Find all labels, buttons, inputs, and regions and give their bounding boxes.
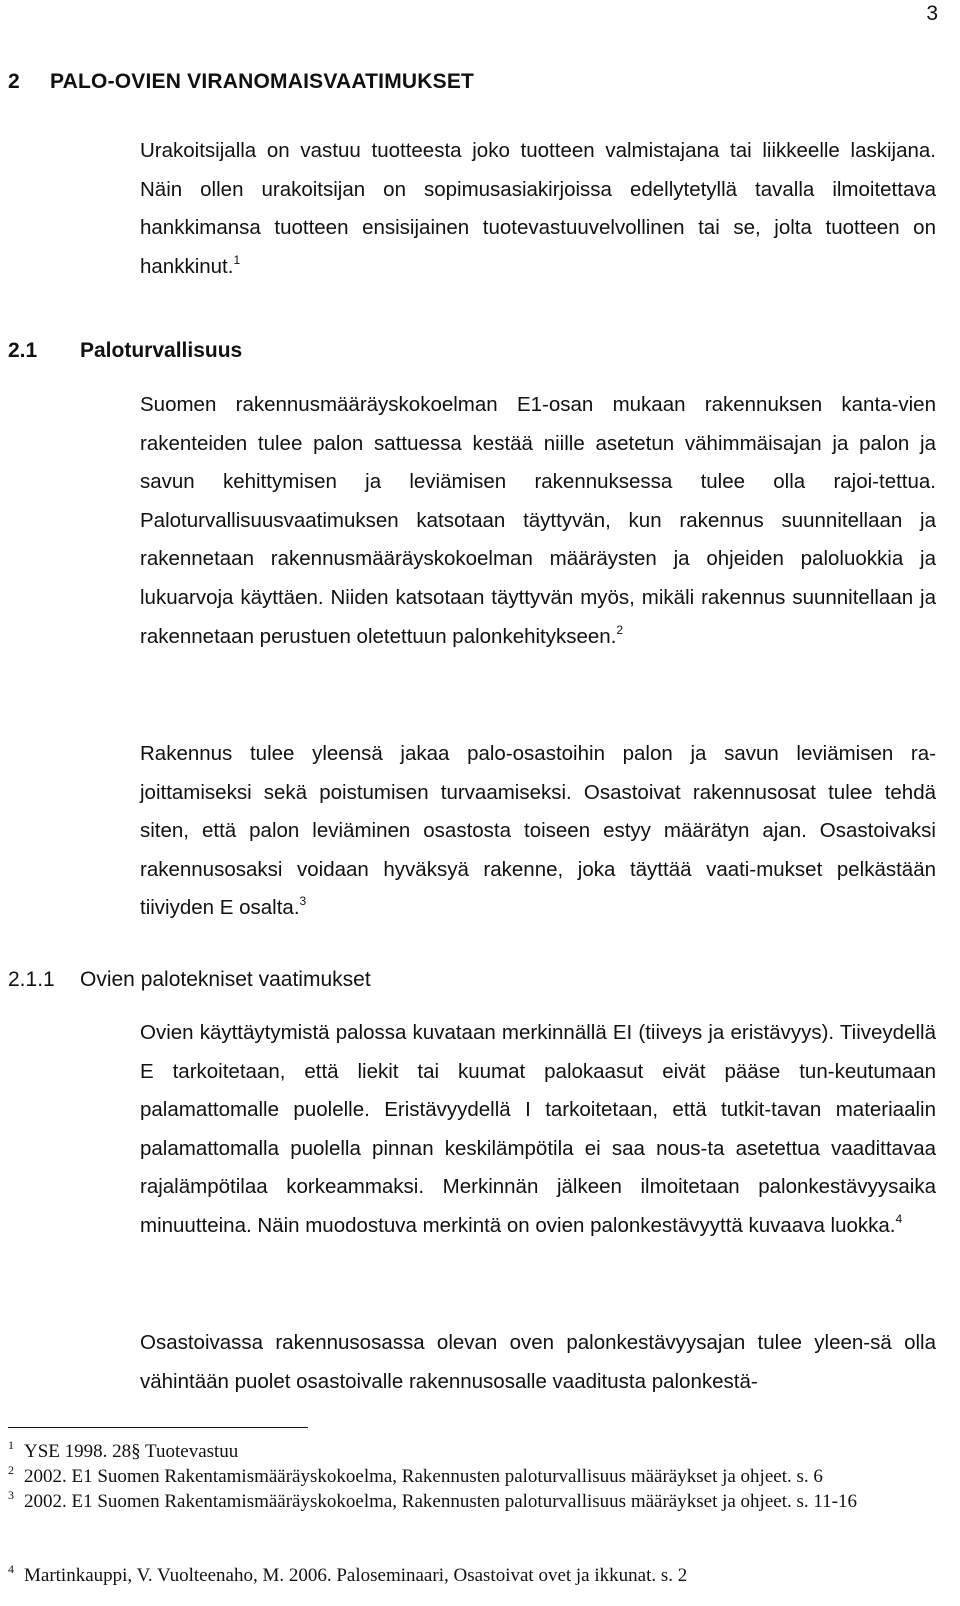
footnote-2 [8, 1465, 938, 1489]
chapter-number: 2 [8, 70, 20, 93]
paragraph-door-classification [140, 1014, 936, 1246]
section-heading [8, 339, 242, 363]
chapter-title: PALO-OVIEN VIRANOMAISVAATIMUKSET [50, 70, 475, 93]
footnote-mark: 3 [8, 1488, 14, 1502]
subsection-number: 2.1.1 [8, 968, 55, 991]
paragraph-compartments [140, 735, 936, 928]
footnote-text: Martinkauppi, V. Vuolteenaho, M. 2006. Paloseminaari, Osastoivat ovet ja ikkunat. s. 2 [24, 1565, 688, 1586]
paragraph-text: Osastoivassa rakennusosassa olevan oven palonkestävyysajan tulee yleen-sä olla vähintään puolet osastoivalle rakennusosalle vaaditusta palonkestä- [140, 1331, 936, 1393]
footnote-4 [8, 1564, 938, 1588]
footnote-ref-3: 3 [299, 894, 307, 909]
subsection-heading [8, 968, 371, 992]
footnote-mark: 2 [8, 1463, 14, 1477]
footnote-text: YSE 1998. 28§ Tuotevastuu [24, 1441, 239, 1462]
footnote-1 [8, 1440, 938, 1464]
paragraph-text: Suomen rakennusmääräyskokoelman E1-osan mukaan rakennuksen kanta-vien rakenteiden tulee palon sattuessa kestää niille asetetun vähimmäisajan ja palon ja savun kehittymisen ja leviämisen rakennuksessa tulee olla rajoi-tettua. Paloturvallisuusvaatimuksen katsotaan täyttyvän, kun rakennus suunnitellaan ja rakennetaan rakennusmääräyskokoelman määräysten ja ohjeiden paloluokkia ja lukuarvoja käyttäen. Niiden katsotaan täyttyvän myös, mikäli rakennus suunnitellaan ja rakennetaan perustuen oletettuun palonkehitykseen. [140, 393, 936, 648]
paragraph-fire-safety [140, 386, 936, 656]
footnote-3 [8, 1490, 938, 1514]
footnote-ref-2: 2 [616, 622, 624, 637]
intro-text: Urakoitsijalla on vastuu tuotteesta joko tuotteen valmistajana tai liikkeelle laskijana. Näin ollen urakoitsijan on sopimusasiakirjoissa edellytetyllä tavalla ilmoitettava hankkimansa tuotteen ensisijainen tuotevastuuvelvollinen tai se, jolta tuotteen on hankkinut. [140, 139, 936, 278]
footnote-ref-4: 4 [895, 1211, 903, 1226]
footnote-mark: 1 [8, 1438, 14, 1452]
paragraph-text: Rakennus tulee yleensä jakaa palo-osastoihin palon ja savun leviämisen ra-joittamiseksi sekä poistumisen turvaamiseksi. Osastoivat rakennusosat tulee tehdä siten, että palon leviäminen osastosta toiseen estyy määrätyn ajan. Osastoivaksi rakennusosaksi voidaan hyväksyä rakenne, joka täyttää vaati-mukset pelkästään tiiviyden E osalta. [140, 742, 936, 920]
paragraph-text: Ovien käyttäytymistä palossa kuvataan merkinnällä EI (tiiveys ja eristävyys). Tiiveydellä E tarkoitetaan, että liekit tai kuumat palokaasut eivät pääse tun-keutumaan palamattomalle puolelle. Eristävyydellä I tarkoitetaan, että tutkit-tavan materiaalin palamattomalla puolella pinnan keskilämpötila ei saa nous-ta asetettua vaadittavaa rajalämpötilaa korkeammaksi. Merkinnän jälkeen ilmoitetaan palonkestävyysaika minuutteina. Näin muodostuva merkintä on ovien palonkestävyyttä kuvaava luokka. [140, 1021, 936, 1237]
intro-paragraph [140, 132, 936, 286]
footnote-text: 2002. E1 Suomen Rakentamismääräyskokoelma, Rakennusten paloturvallisuus määräykset ja ohjeet. s. 11-16 [24, 1491, 857, 1512]
section-title: Paloturvallisuus [80, 339, 243, 362]
footnote-mark: 4 [8, 1562, 14, 1576]
page-number: 3 [926, 2, 938, 25]
section-number: 2.1 [8, 339, 38, 362]
paragraph-door-fire-resistance [140, 1324, 936, 1401]
footnote-ref-1: 1 [233, 252, 241, 267]
subsection-title: Ovien palotekniset vaatimukset [80, 968, 371, 991]
footnote-text: 2002. E1 Suomen Rakentamismääräyskokoelma, Rakennusten paloturvallisuus määräykset ja ohjeet. s. 6 [24, 1466, 823, 1487]
chapter-heading [8, 70, 474, 94]
footnote-separator [8, 1427, 308, 1428]
